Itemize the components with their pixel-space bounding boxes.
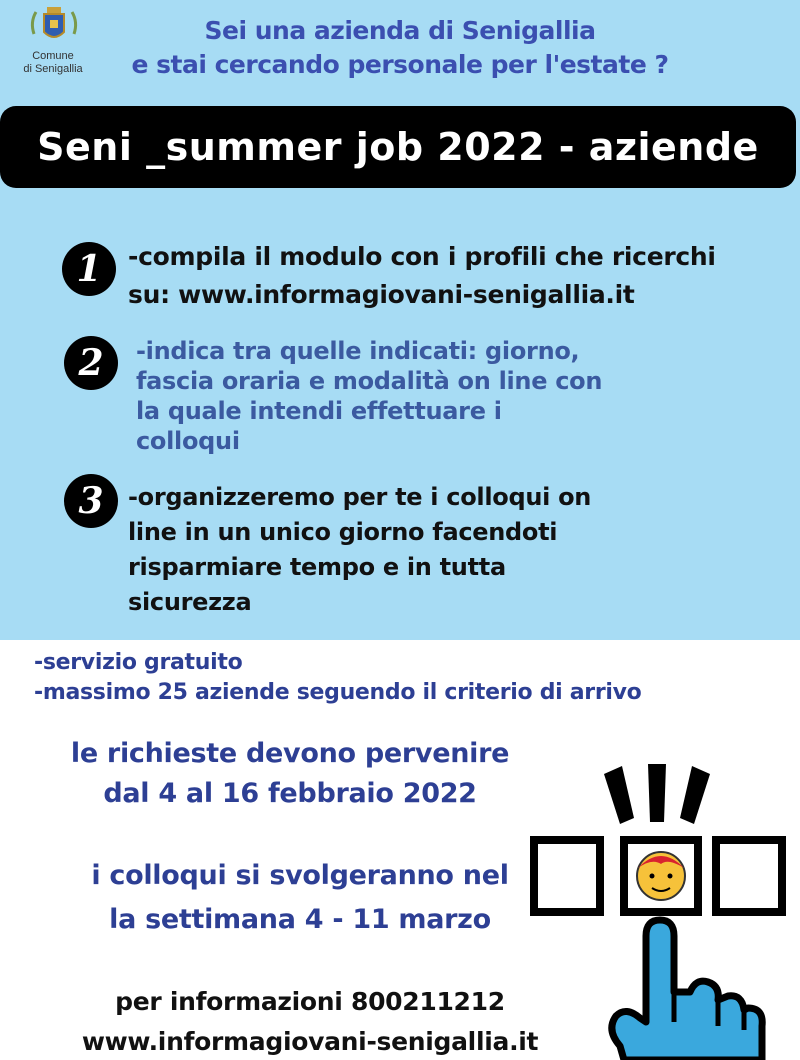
step-2-text	[136, 336, 736, 456]
contact-info	[20, 982, 600, 1060]
step-3-badge: 3	[64, 474, 118, 528]
logo-label	[10, 50, 96, 76]
contact-phone: per informazioni 800211212	[115, 987, 505, 1016]
interviews-line-1: i colloqui si svolgeranno nel	[91, 860, 509, 891]
step-2-line: -indica tra quelle indicati: giorno,	[136, 337, 580, 365]
headline-line-1: Sei una azienda di Senigallia	[204, 16, 596, 45]
note-item: -servizio gratuito	[34, 650, 243, 675]
pointing-hand-icon	[612, 920, 762, 1060]
step-1-badge: 1	[62, 242, 116, 296]
step-3-line: -organizzeremo per te i colloqui on	[128, 483, 592, 511]
face-icon	[637, 852, 685, 900]
step-1-line: su: www.informagiovani-senigallia.it	[128, 280, 635, 309]
step-2-line: la quale intendi effettuare i	[136, 397, 502, 425]
step-3-line: line in un unico giorno facendoti	[128, 518, 558, 546]
logo-line-1: Comune	[32, 50, 74, 62]
empty-box-icon	[716, 840, 782, 912]
logo-line-2: di Senigallia	[23, 63, 83, 75]
empty-box-icon	[534, 840, 600, 912]
interviews-period	[40, 854, 560, 942]
note-item: -massimo 25 aziende seguendo il criterio di arrivo	[34, 680, 642, 705]
requests-line-2: dal 4 al 16 febbraio 2022	[103, 778, 477, 809]
interviews-line-2: la settimana 4 - 11 marzo	[109, 904, 491, 935]
step-1-text	[128, 238, 788, 314]
requests-period	[30, 734, 550, 814]
exclamation-marks-icon	[604, 764, 710, 824]
headline-line-2: e stai cercando personale per l'estate ?	[131, 50, 669, 79]
step-1-line: -compila il modulo con i profili che ricerchi	[128, 242, 716, 271]
step-2-line: colloqui	[136, 427, 240, 455]
requests-line-1: le richieste devono pervenire	[70, 738, 510, 769]
headline	[90, 14, 710, 82]
step-2-line: fascia oraria e modalità on line con	[136, 367, 603, 395]
notes	[34, 648, 794, 708]
crest-icon	[28, 4, 80, 48]
step-3-text	[128, 480, 688, 620]
contact-website: www.informagiovani-senigallia.it	[81, 1027, 539, 1056]
vote-illustration	[528, 760, 800, 1060]
step-3-line: sicurezza	[128, 588, 252, 616]
poster-title: Seni _summer job 2022 - aziende	[37, 125, 759, 169]
step-2-badge: 2	[64, 336, 118, 390]
step-3-line: risparmiare tempo e in tutta	[128, 553, 506, 581]
